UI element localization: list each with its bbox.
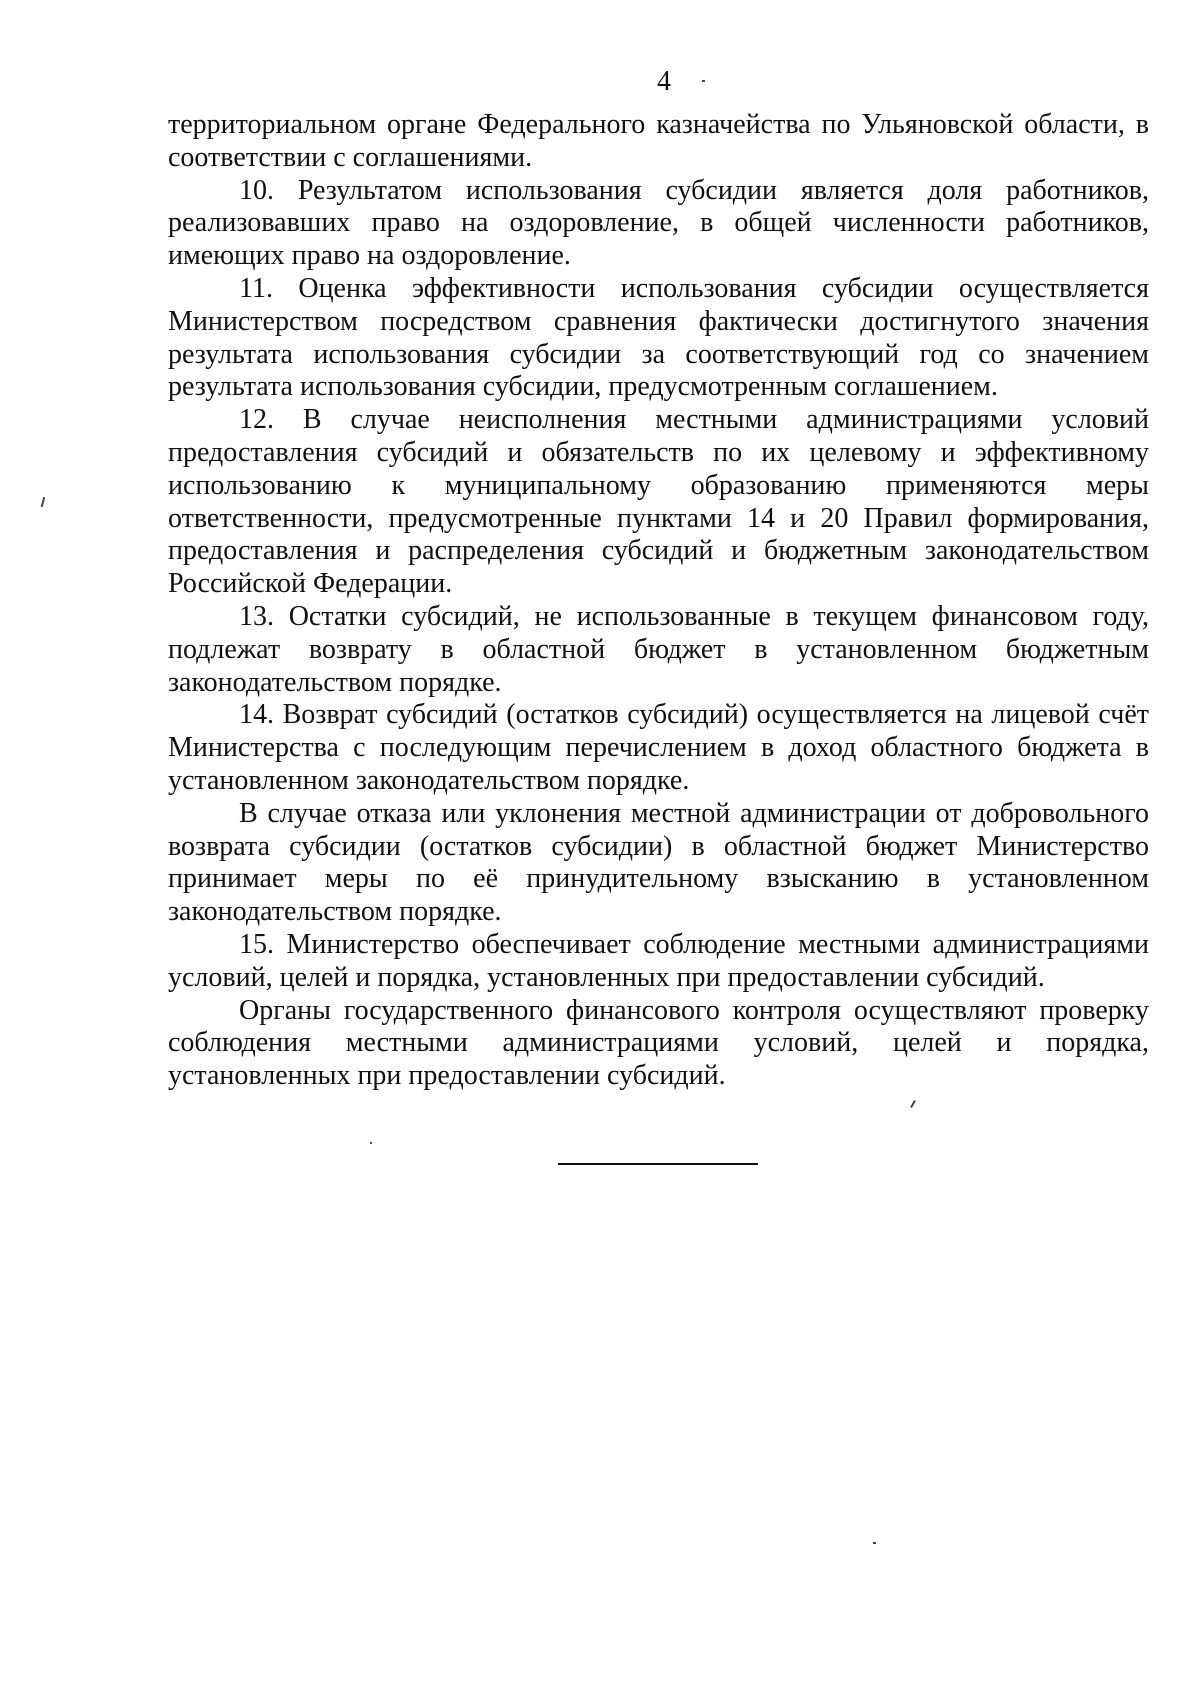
paragraph-item-11: 11. Оценка эффективности использования субсидии осуществляется Министерством посредством сравнения фактически достигнутого значения результата использования субсидии за соответствующий год со значением результата использования субсидии, предусмотренным соглашением. xyxy=(168,272,1149,403)
paragraph-item-10: 10. Результатом использования субсидии является доля работников, реализовавших право на оздоровление, в общей численности работников, имеющих право на оздоровление. xyxy=(168,174,1149,272)
document-body xyxy=(168,109,1149,1093)
paragraph-item-12: 12. В случае неисполнения местными администрациями условий предоставления субсидий и обязательств по их целевому и эффективному использованию к муниципальному образованию применяются меры ответственности, предусмотренные пунктами 14 и 20 Правил формирования, предоставления и распределения субсидий и бюджетным законодательством Российской Федерации. xyxy=(168,404,1149,600)
page-number: 4 xyxy=(657,66,671,97)
scan-speck xyxy=(910,1100,916,1108)
paragraph-item-14: 14. Возврат субсидий (остатков субсидий) осуществляется на лицевой счёт Министерства с последующим перечислением в доход областного бюджета в установленном законодательством порядке. xyxy=(168,699,1149,796)
scan-speck xyxy=(370,1142,372,1144)
paragraph-continuation: территориальном органе Федерального казначейства по Ульяновской области, в соответствии с соглашениями. xyxy=(168,109,1149,173)
scan-speck xyxy=(873,1542,876,1544)
scan-speck xyxy=(702,80,705,82)
paragraph-item-15: 15. Министерство обеспечивает соблюдение местными администрациями условий, целей и порядка, установленных при предоставлении субсидий. xyxy=(168,928,1149,993)
scan-speck xyxy=(41,497,46,507)
paragraph-item-13: 13. Остатки субсидий, не использованные в текущем финансовом году, подлежат возврату в областной бюджет в установленном бюджетным законодательством порядке. xyxy=(168,600,1149,698)
paragraph-item-14-refusal: В случае отказа или уклонения местной администрации от добровольного возврата субсидии (остатков субсидии) в областной бюджет Министерство принимает меры по её принудительному взысканию в установленном законодательством порядке. xyxy=(168,797,1149,928)
paragraph-item-15-control: Органы государственного финансового контроля осуществляют проверку соблюдения местными администрациями условий, целей и порядка, установленных при предоставлении субсидий. xyxy=(168,994,1149,1092)
closing-divider xyxy=(558,1163,758,1165)
